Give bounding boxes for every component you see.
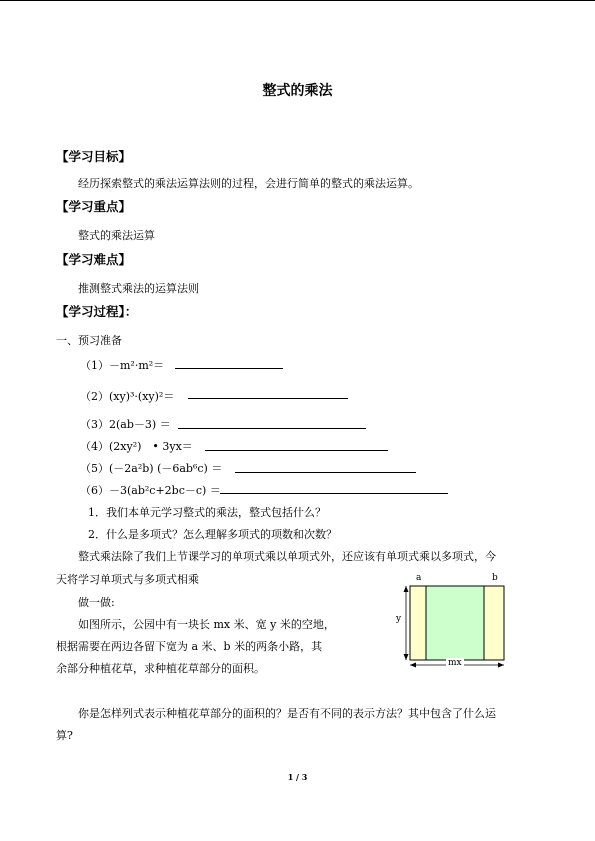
- learning-goal-text: 经历探索整式的乘法运算法则的过程，会进行简单的整式的乘法运算。: [78, 177, 419, 190]
- difficulty-text: 推测整式乘法的运算法则: [78, 282, 199, 295]
- key-point-text: 整式的乘法运算: [78, 229, 155, 242]
- activity-line-1: 如图所示，公园中有一块长 mx 米、宽 y 米的空地，: [78, 618, 335, 631]
- garden-figure: [398, 574, 518, 674]
- label-y: y: [396, 614, 402, 624]
- activity-title: 做一做:: [78, 596, 115, 609]
- answer-blank-4: [205, 450, 388, 451]
- prep-title: 一、预习准备: [56, 334, 122, 347]
- left-path-rect: [410, 586, 426, 660]
- question-line-2: 算?: [56, 729, 73, 742]
- y-arrow-down: [404, 654, 409, 660]
- activity-line-2: 根据需要在两边各留下宽为 a 米、b 米的两条小路，其: [56, 640, 323, 653]
- prep-question-1: 1．我们本单元学习整式的乘法，整式包括什么？: [88, 506, 326, 519]
- prep-item-6: （6）－3(ab²c+2bc－c) ＝: [80, 484, 221, 497]
- answer-blank-6: [220, 493, 448, 494]
- page-title: 整式的乘法: [262, 83, 333, 99]
- prep-item-5: （5）(－2a²b) (－6ab⁶c) ＝: [80, 462, 223, 475]
- intro-paragraph-line-2: 天将学习单项式与多项式相乘: [56, 573, 199, 586]
- heading-process: 【学习过程】：: [56, 304, 138, 319]
- heading-learning-goal: 【学习目标】: [56, 149, 132, 164]
- activity-line-3: 余部分种植花草，求种植花草部分的面积。: [56, 662, 265, 675]
- prep-item-1: （1）－m²·m²＝: [80, 359, 165, 372]
- answer-blank-3: [178, 428, 366, 429]
- heading-difficulty: 【学习难点】: [56, 252, 132, 267]
- label-a: a: [416, 573, 422, 583]
- garden-rect: [426, 586, 484, 660]
- page-top-rule: [0, 0, 595, 1]
- y-arrow-up: [404, 586, 409, 592]
- intro-paragraph-line-1: 整式乘法除了我们上节课学习的单项式乘以单项式外，还应该有单项式乘以多项式，今: [78, 550, 496, 563]
- answer-blank-5: [235, 472, 416, 473]
- prep-item-3: （3）2(ab－3) ＝: [80, 418, 171, 431]
- prep-item-4: （4）(2xy²) • 3yx＝: [80, 440, 193, 453]
- mx-arrow-right: [498, 663, 504, 668]
- heading-key-point: 【学习重点】: [56, 199, 132, 214]
- question-line-1: 你是怎样列式表示种植花草部分的面积的？是否有不同的表示方法？其中包含了什么运: [78, 707, 496, 720]
- right-path-rect: [484, 586, 504, 660]
- label-b: b: [492, 573, 498, 583]
- page-number: 1 / 3: [287, 772, 308, 782]
- answer-blank-1: [175, 368, 283, 369]
- answer-blank-2: [188, 398, 348, 399]
- label-mx: mx: [448, 658, 462, 668]
- prep-question-2: 2．什么是多项式？怎么理解多项式的项数和次数？: [88, 528, 337, 541]
- prep-item-2: （2）(xy)³·(xy)²＝: [80, 390, 175, 403]
- mx-arrow-left: [410, 663, 416, 668]
